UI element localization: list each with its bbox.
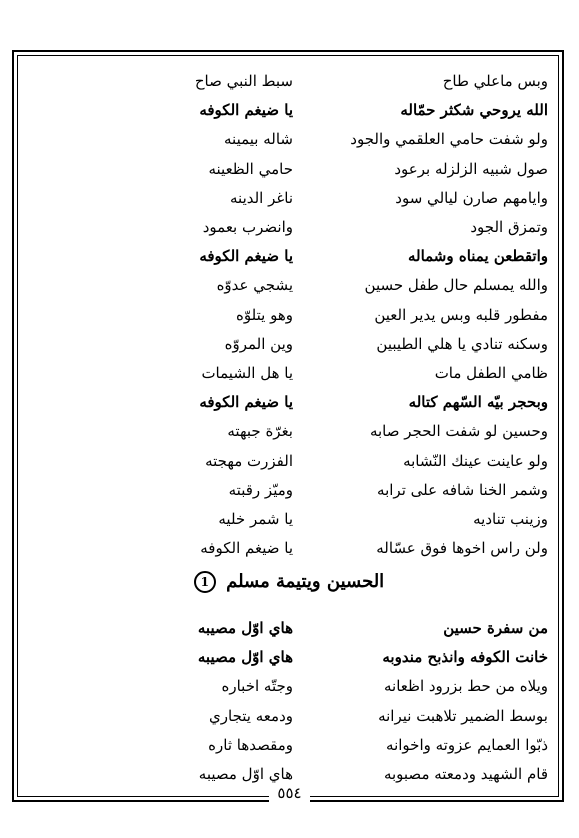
verse-line xyxy=(30,272,548,298)
verse-second-half: هاي اوّل مصيبه xyxy=(197,648,293,667)
verse-line xyxy=(30,126,548,152)
section-heading xyxy=(30,571,548,593)
verse-line xyxy=(30,97,548,123)
page-footer xyxy=(0,784,579,806)
verse-first-half: ولن راس اخوها فوق عسّاله xyxy=(376,539,548,558)
verse-second-half: يشجي عدوّه xyxy=(216,276,293,295)
verse-first-half: قام الشهيد ودمعته مصبوبه xyxy=(383,765,548,783)
verse-line xyxy=(30,331,548,357)
verse-first-half: واتقطعن يمناه وشماله xyxy=(407,247,548,266)
verse-line xyxy=(30,477,548,503)
verse-line xyxy=(30,506,548,532)
verse-second-half: هاي اوّل مصيبه xyxy=(197,619,293,637)
verse-line xyxy=(30,448,548,474)
verse-second-half: وهو يتلوّه xyxy=(236,305,293,324)
verse-line xyxy=(30,673,548,699)
verse-second-half: ناغر الدينه xyxy=(230,188,293,207)
verse-first-half: الله يروحي شكثر حمّاله xyxy=(400,101,548,120)
verse-second-half: الفزرت مهجته xyxy=(205,451,293,470)
verse-second-half: وجتّه اخباره xyxy=(221,677,293,696)
page-number: ٥٥٤ xyxy=(269,784,309,802)
verse-first-half: والله يمسلم حال طفل حسين xyxy=(364,276,548,295)
verse-second-half: ومقصدها ثاره xyxy=(208,735,293,754)
verse-line xyxy=(30,418,548,444)
verse-line xyxy=(30,302,548,328)
verse-first-half: من سفرة حسين xyxy=(443,619,548,637)
verse-line xyxy=(30,156,548,182)
verse-line xyxy=(30,68,548,94)
heading-title: الحسين ويتيمة مسلم xyxy=(226,571,385,592)
verse-second-half: يا ضيغم الكوفه xyxy=(199,101,293,120)
verse-first-half: وشمر الخنا شافه على ترابه xyxy=(377,480,548,499)
verse-first-half: ولو شفت حامي العلقمي والجود xyxy=(350,130,548,149)
heading-number-circle: 1 xyxy=(194,571,216,593)
verse-second-half: يا ضيغم الكوفه xyxy=(199,393,293,412)
verse-first-half: صول شبيه الزلزله برعود xyxy=(394,159,548,178)
verse-second-half: يا ضيغم الكوفه xyxy=(199,247,293,266)
verse-second-half: يا هل الشيمات xyxy=(201,364,293,382)
verse-line xyxy=(30,243,548,269)
verse-second-half: هاي اوّل مصيبه xyxy=(198,765,293,783)
verse-first-half: ويلاه من حط بزرود اظعانه xyxy=(383,677,548,696)
verse-first-half: خانت الكوفه وانذبح مندوبه xyxy=(382,648,548,667)
verse-first-half: وبس ماعلي طاح xyxy=(442,72,548,90)
verse-second-half: يا ضيغم الكوفه xyxy=(200,539,293,558)
verse-line xyxy=(30,185,548,211)
verse-first-half: وسكنه تنادي يا هلي الطيبين xyxy=(376,334,548,353)
verse-first-half: بوسط الضمير تلاهبت نيرانه xyxy=(378,706,548,725)
verse-line xyxy=(30,732,548,758)
verse-second-half: حامي الظعينه xyxy=(208,159,293,178)
verse-line xyxy=(30,615,548,641)
verse-first-half: وحسين لو شفت الحجر صابه xyxy=(369,422,548,441)
verse-first-half: وايامهم صارن ليالي سود xyxy=(395,188,548,207)
verse-first-half: ذبّوا العمايم عزوته واخوانه xyxy=(386,735,548,754)
verse-first-half: ظامي الطفل مات xyxy=(434,364,548,382)
verse-second-half: سبط النبي صاح xyxy=(194,72,293,90)
verse-second-half: بغرّة جبهته xyxy=(227,422,293,441)
verse-line xyxy=(30,535,548,561)
verse-first-half: ولو عاينت عينك النّشابه xyxy=(403,451,548,470)
verse-second-half: وين المروّه xyxy=(224,334,293,353)
verse-second-half: ودمعه يتجاري xyxy=(209,706,293,725)
verse-second-half: وميّز رقبته xyxy=(228,480,293,499)
verse-first-half: وبحجر بيّه السّهم كتاله xyxy=(408,393,548,412)
verse-line xyxy=(30,703,548,729)
verse-first-half: وتمزق الجود xyxy=(470,218,548,236)
verse-second-half: يا شمر خليه xyxy=(218,510,293,528)
verse-first-half: مفطور قلبه وبس يدير العين xyxy=(374,305,548,324)
verse-line xyxy=(30,360,548,386)
verse-line xyxy=(30,214,548,240)
verse-second-half: شاله بيمينه xyxy=(224,130,293,149)
verse-second-half: وانضرب بعمود xyxy=(202,218,293,236)
verse-line xyxy=(30,389,548,415)
verse-first-half: وزينب تناديه xyxy=(473,510,548,528)
verse-line xyxy=(30,644,548,670)
